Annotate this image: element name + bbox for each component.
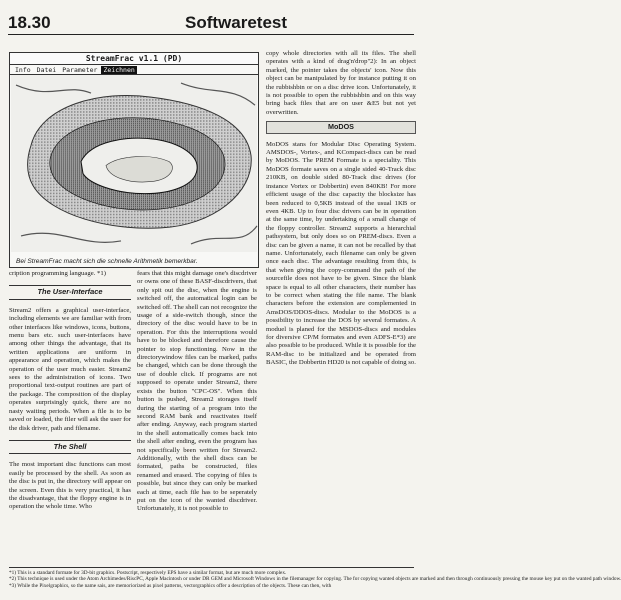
subheading-user-interface: The User-Interface bbox=[9, 285, 131, 299]
menu-item-info: Info bbox=[15, 65, 31, 74]
footnote-1: *1) This is a standard formate for 3D-bit graphics. Postscript, respectively EPS have a similar format, but are much more complex. bbox=[9, 570, 287, 576]
menu-item-zeichnen: Zeichnen bbox=[103, 65, 135, 74]
page-number: 18.30 bbox=[8, 13, 51, 32]
paragraph: Stream2 offers a graphical user-interface, including elements we are familiar with from other interfaces like windows, icons, buttons, menu bars etc. such user-interfaces have among other things the advantage, that its written applications are uniform in appearance and operation, which makes the operation of the user much easier. Stream2 sees to the administration of icons. Two proportional text-output routines are part of the package. The composition of the display operates surprisingly quick, there are no nasty waiting periods. When a file is to be saved or loaded, the filer will ask the user for the disk driver, path and filename. bbox=[9, 306, 131, 432]
page-header bbox=[8, 12, 414, 35]
subheading-shell: The Shell bbox=[9, 440, 131, 454]
figure-menu-bar bbox=[10, 65, 258, 75]
paragraph: fears that this might damage one's discdriver or owns one of these BASF-discdrivers, that only spit out the disc, when the engine is switched off, the automatical login can be switched off. The shell can not recognize the usage of a side-switch though, since the directory of the disc would have to be in operation. For this the interruptions would have to be blocked and therefore cause the pointer to stop functioning. Now in the directorywindow files can be marked, paths be changed, which can be done through the use of double click. If programs are not supposed to operate under Stream2, there exists the button "CPC-OS". When this button is pushed, Stream2 storages itself during the starting of a program into the second RAM bank and reactivates itself after ending. Anyway, each program started in the shell automatically comes back into the shell after ending, even the program has not specifically been written for Stream2. Additionally, with the shell discs can be formated, paths be constructed, files renamed and erased. The copying of files is possible, but since they can only be marked each at time, each file has to be seperately put on the icon of the wanted discdriver. Unfortunately, it is not possible to bbox=[137, 270, 257, 513]
right-column bbox=[266, 50, 416, 372]
footnote-3: *3) While the Pixelgraphics, so the name sais, are memoriorized as pixel patterns, vectorgraphics offer a description of the objects. These can then, with bbox=[9, 582, 332, 589]
left-column bbox=[9, 270, 131, 516]
screenshot-figure bbox=[9, 52, 259, 268]
paragraph: cription programming language. *1) bbox=[9, 270, 106, 277]
paragraph: The most important disc functions can most easily be processed by the shell. As soon as the disc is put in, the directory will appear on the screen. Even this is very practical, it has the disadvantage, that the floppy engine is in operation the whole time. Who bbox=[9, 461, 131, 511]
fractal-image bbox=[11, 75, 257, 252]
paragraph: MoDOS stans for Modular Disc Operating System. AMSDOS-, Vortex-, and KCompact-discs can be read by MoDOS. The PREM Formate is a speciality. This MoDOS formate saves on a single sided 40-Track disc 210KB, on double sided 80-Track disc drives (for instance Vortex or Dobbertin) even 840KB! For more efficient usage of the disc capacity the blocksize has been reduced to 0,5KB instead of the usual 1KB or even 4KB. Up to four disc drivers can be in operation at the same time, by undertaking of a small change of the floppy controller. Stream2 supports a hierarchial pathsystem, but only does so on PREM-discs. Even a disc can be given a name, it can not be recalled by that name. Unfortunately, each filename can only be given once each disc. The advantage resulting from this, is that when giving the copy-command the path of the sourcefile does not have to be given. Since the blank space is equal to all other characters, their number has to be correct when stating the file name. The blank characters before the extension are complemented in AmsDOS/DDOS-discs. Modular to the MoDOS is a possibility to increase the DOS by several formates. A moduel is planed for the MSDOS-discs and modules for diversive CP/M formates and even ADFS-E*3) are also possible to be produced. While it is possible for the RAM-disc to be initialized and be operated from BASIC, the Dobbertin HD20 is not capable of doing so. bbox=[266, 140, 416, 367]
subheading-modos: MoDOS bbox=[266, 121, 416, 133]
figure-caption: Bei StreamFrac macht sich die schnelle Arithmetik bemerkbar. bbox=[16, 258, 198, 265]
menu-item-parameter: Parameter bbox=[62, 65, 98, 74]
middle-column bbox=[137, 270, 257, 518]
figure-window-title: StreamFrac v1.1 (PD) bbox=[10, 53, 258, 65]
section-title: Softwaretest bbox=[184, 13, 288, 32]
menu-item-datei: Datei bbox=[36, 65, 57, 74]
footnote-2: *2) This technique is used under the Atom Archimedes/RiscPC, Apple Macintosh or under DR GEM and Microsoft Windows in the filemanager for copying. The for copying wanted objects are marked and then through continuously pressing the mouse key put on the wanted path window. bbox=[9, 576, 621, 583]
paragraph: copy whole directories with all its files. The shell operates with a kind of drag'n'drop"2): In an object marked, the pointer takes the objects' icon. Now this object can be manipulated by for instance putting it on the rubbishbin or on a disc drive icon. Unfortunately, it is not possible to open the rubbishbin and on this way bring back files that are on user &E5 but not yet overwritten. bbox=[266, 50, 416, 116]
footnotes bbox=[9, 567, 621, 589]
